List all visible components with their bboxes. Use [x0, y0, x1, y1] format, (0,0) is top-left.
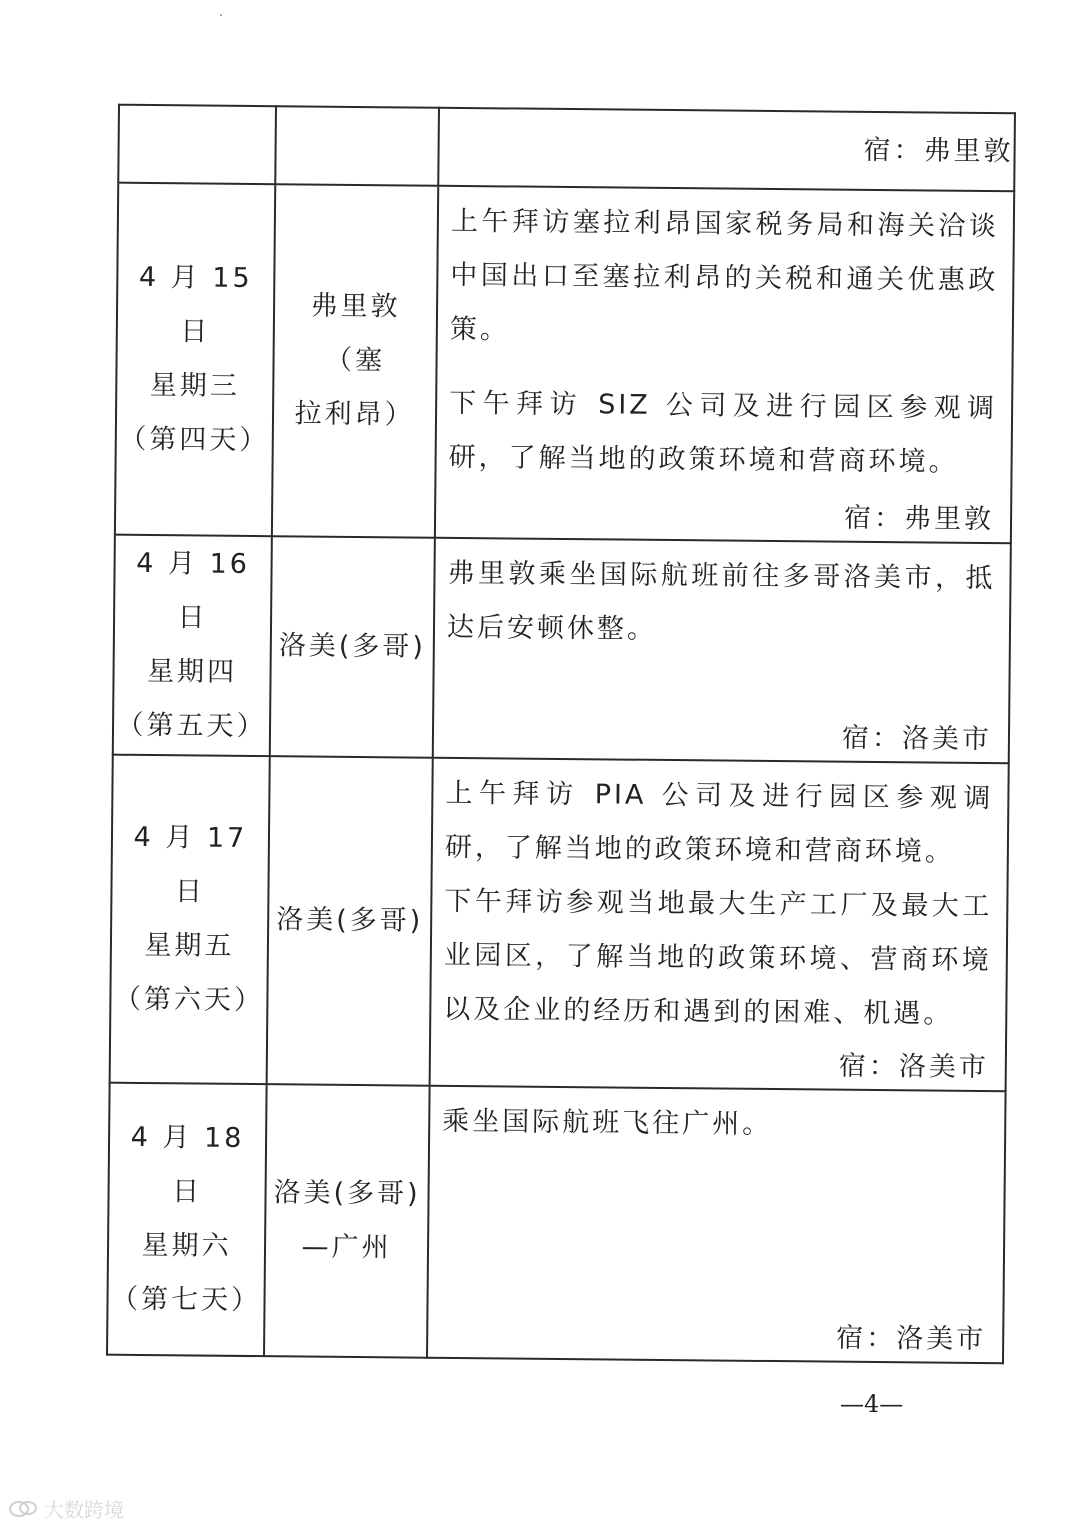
- place-cell: [272, 184, 438, 538]
- day-label: （第六天）: [113, 983, 265, 1017]
- date-text: 4 月 15 日: [138, 261, 253, 348]
- place-line: 洛美(多哥): [273, 1177, 421, 1210]
- watermark: [8, 1494, 124, 1523]
- stay-note: 宿：弗里敦: [843, 502, 995, 536]
- table-row-continuation: [118, 105, 1015, 192]
- detail-cell: [433, 538, 1011, 764]
- date-text: 4 月 16 日: [136, 547, 251, 634]
- date-cell-empty: [118, 105, 276, 185]
- itinerary-table: [106, 104, 1016, 1365]
- activity-paragraph: 下午拜访参观当地最大生产工厂及最大工业园区，了解当地的政策环境、营商环境以及企业的经历和遇到的困难、机遇。: [443, 885, 993, 1030]
- place-cell: [267, 756, 433, 1086]
- table-row: [115, 183, 1014, 544]
- date-text: 4 月 18 日: [130, 1121, 245, 1208]
- place-line: —广州: [301, 1231, 392, 1264]
- day-label: （第四天）: [119, 423, 270, 457]
- page-number: —4—: [840, 1390, 904, 1418]
- table-row: [113, 535, 1011, 764]
- scan-speck: [220, 14, 222, 16]
- date-cell: [113, 535, 272, 756]
- place-line: 洛美(多哥): [275, 904, 424, 937]
- weekday-text: 星期四: [146, 655, 238, 688]
- stay-note: 宿：洛美市: [841, 722, 993, 756]
- stay-note: 宿：洛美市: [838, 1050, 989, 1084]
- stay-note: 宿：洛美市: [836, 1322, 987, 1356]
- detail-cell: [430, 758, 1009, 1092]
- watermark-text: 大数跨境: [44, 1498, 124, 1522]
- activity-paragraph: 下午拜访 SIZ 公司及进行园区参观调研，了解当地的政策环境和营商环境。: [448, 387, 998, 478]
- weekday-text: 星期六: [141, 1229, 232, 1262]
- place-cell: [270, 536, 435, 758]
- detail-cell: [435, 186, 1014, 544]
- activity-paragraph: 乘坐国际航班飞往广州。: [442, 1105, 773, 1141]
- date-text: 4 月 17 日: [133, 821, 248, 908]
- stay-note: [438, 108, 1015, 192]
- place-line: 弗里敦（塞: [310, 290, 401, 377]
- day-label: （第七天）: [110, 1283, 262, 1317]
- day-label: （第五天）: [116, 709, 267, 743]
- place-line: 洛美(多哥): [278, 630, 426, 663]
- date-cell: [115, 183, 275, 536]
- date-cell: [107, 1083, 267, 1356]
- activity-paragraph: 弗里敦乘坐国际航班前往多哥洛美市，抵达后安顿休整。: [446, 557, 996, 645]
- place-cell-empty: [275, 106, 439, 186]
- activity-paragraph: 上午拜访塞拉利昂国家税务局和海关洽谈中国出口至塞拉利昂的关税和通关优惠政策。: [449, 205, 1000, 346]
- chat-bubble-logo-icon: [8, 1499, 38, 1519]
- table-row: [107, 1083, 1006, 1364]
- place-line: 拉利昂）: [294, 398, 415, 431]
- stay-text: 宿：弗里敦: [863, 134, 1014, 168]
- place-cell: [264, 1084, 430, 1358]
- weekday-text: 星期五: [144, 929, 235, 962]
- activity-paragraph: 上午拜访 PIA 公司及进行园区参观调研，了解当地的政策环境和营商环境。: [444, 777, 994, 868]
- weekday-text: 星期三: [149, 370, 240, 402]
- detail-cell: [427, 1086, 1006, 1364]
- date-cell: [110, 755, 270, 1084]
- table-row: [110, 755, 1009, 1092]
